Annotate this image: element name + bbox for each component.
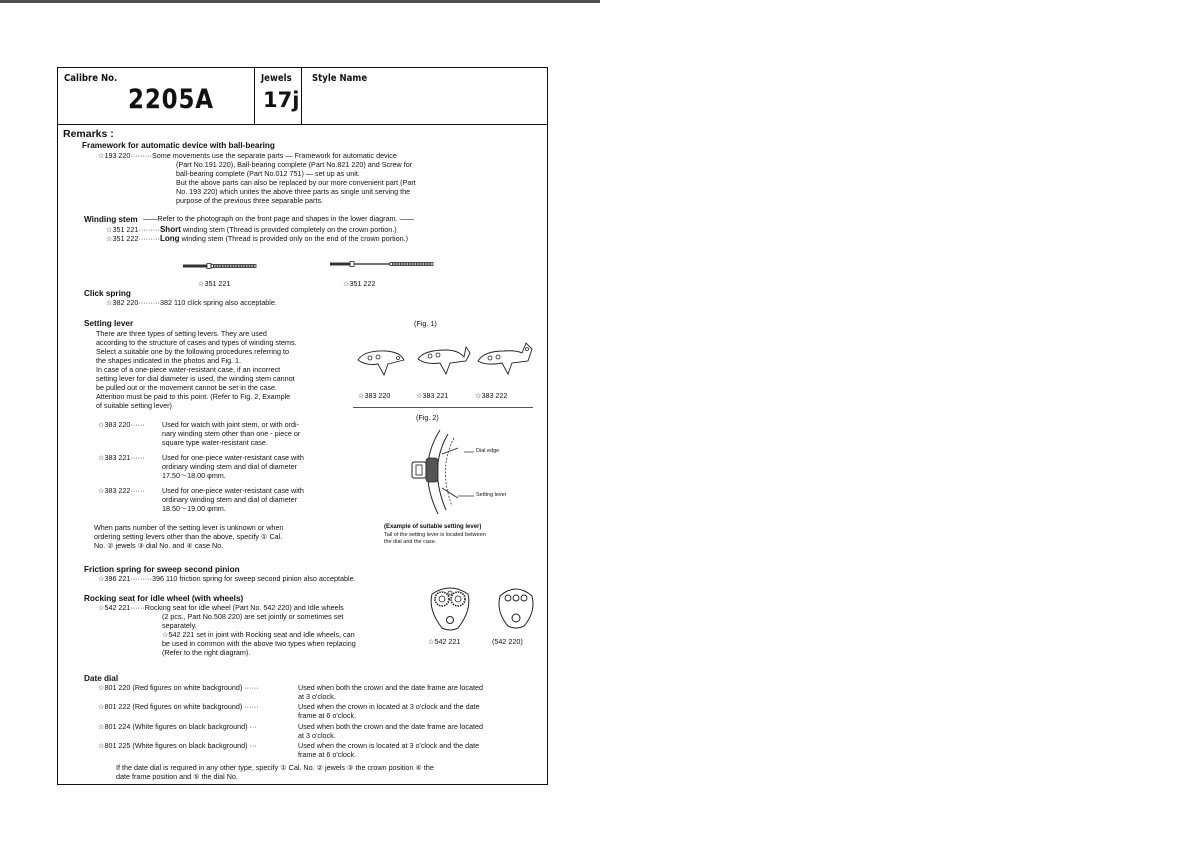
- date-dial-title: Date dial: [84, 674, 119, 683]
- setting-lever-desc: ordinary winding stem and dial of diameter: [162, 462, 298, 471]
- date-dial-desc: Used when both the crown and the date frame are located: [298, 683, 483, 692]
- rocking-seat-line: (Refer to the right diagram).: [162, 648, 251, 657]
- framework-line: ball-bearing complete (Part No.012 751) — set up as unit.: [176, 169, 360, 178]
- setting-lever-intro: There are three types of setting levers. They are used: [96, 329, 267, 338]
- setting-lever-intro: the shapes indicated in the photos and Fig. 1.: [96, 356, 242, 365]
- framework-line: No. 193 220) which unites the above three parts as single unit serving the: [176, 187, 411, 196]
- setting-lever-order-note: When parts number of the setting lever is unknown or when: [94, 523, 284, 532]
- winding-short-line: ☆351 221·········Short winding stem (Thread is provided completely on the crown portion.): [106, 225, 397, 234]
- setting-lever-383220-drawing: [356, 346, 416, 376]
- fig1-label: (Fig. 1): [414, 319, 437, 328]
- setting-lever-intro: In case of a one-piece water-resistant case, if an incorrect: [96, 365, 281, 374]
- date-dial-code: ☆801 224 (White figures on black background) ···: [98, 722, 257, 731]
- rocking-seat-with-wheels-drawing: [426, 584, 474, 632]
- setting-lever-383222-drawing: [476, 341, 538, 376]
- setting-lever-desc: nary winding stem other than one - piece or: [162, 429, 301, 438]
- fig-long-stem-code: ☆351 222: [343, 279, 376, 288]
- figure-divider: [353, 407, 533, 408]
- setting-lever-callout: Setting lever: [476, 492, 507, 498]
- setting-lever-desc: square type water-resistant case.: [162, 438, 268, 447]
- date-dial-footer: date frame position and ⑤ the dial No.: [116, 772, 238, 781]
- rocking-seat-line: separately.: [162, 621, 197, 630]
- fig1-code: ☆383 222: [475, 391, 508, 400]
- setting-lever-desc: 18.50～19.00 φmm.: [162, 504, 226, 513]
- date-dial-desc: frame at 6 o'clock.: [298, 750, 357, 759]
- setting-lever-order-note: No. ② jewels ③ dial No. and ④ case No.: [94, 541, 224, 550]
- setting-lever-title: Setting lever: [84, 319, 134, 328]
- setting-lever-desc: 17.50～18.00 φmm.: [162, 471, 226, 480]
- scan-edge-line: [0, 0, 600, 3]
- jewels-label: Jewels: [261, 73, 292, 84]
- calibre-cell: [58, 68, 255, 124]
- long-stem-drawing: [330, 261, 435, 267]
- setting-lever-intro: Attention must be paid to this point. (Refer to Fig. 2, Example: [96, 392, 291, 401]
- date-dial-desc: Used when the crown in located at 3 o'clock and the date: [298, 702, 480, 711]
- framework-line: ☆193 220·········Some movements use the separate parts — Framework for automatic device: [98, 151, 397, 160]
- click-spring-title: Click spring: [84, 289, 131, 298]
- fig-short-stem-code: ☆351 221: [198, 279, 231, 288]
- rocking-seat-fig-code: (542 220): [492, 637, 523, 646]
- fig1-code: ☆383 220: [358, 391, 391, 400]
- rocking-seat-fig-code: ☆542 221: [428, 637, 461, 646]
- style-cell: [302, 68, 547, 124]
- setting-lever-desc: ordinary winding stem and dial of diameter: [162, 495, 298, 504]
- style-label: Style Name: [312, 73, 368, 84]
- setting-lever-383221-drawing: [416, 343, 476, 376]
- framework-line: (Part No.191 220), Ball-bearing complete (Part No.821 220) and Screw for: [176, 160, 413, 169]
- header-row: [58, 68, 547, 125]
- winding-stem-intro: ——Refer to the photograph on the front page and shapes in the lower diagram. ——: [143, 214, 414, 223]
- date-dial-desc: Used when the crown is located at 3 o'clock and the date: [298, 741, 480, 750]
- fig2-label: (Fig. 2): [416, 413, 439, 422]
- framework-line: purpose of the previous three separable parts.: [176, 196, 324, 205]
- fig2-dial-diagram: [398, 428, 508, 518]
- setting-lever-code: ☆383 222······: [98, 486, 145, 495]
- setting-lever-intro: of suitable setting lever): [96, 401, 172, 410]
- spec-sheet: [57, 67, 548, 785]
- friction-spring-title: Friction spring for sweep second pinion: [84, 565, 240, 574]
- rocking-seat-title: Rocking seat for idle wheel (with wheels): [84, 594, 244, 603]
- framework-title: Framework for automatic device with ball-bearing: [82, 141, 275, 150]
- setting-lever-code: ☆383 220······: [98, 420, 145, 429]
- rocking-seat-line: ☆542 221······Rocking seat for idle wheel (Part No. 542 220) and Idle wheels: [98, 603, 344, 612]
- rocking-seat-line: ☆542 221 set in joint with Rocking seat and Idle wheels, can: [162, 630, 355, 639]
- click-spring-line: ☆382 220·········382 110 click spring also acceptable.: [106, 298, 277, 307]
- rocking-seat-line: be used in common with the above two types when replacing: [162, 639, 356, 648]
- rocking-seat-drawing: [496, 584, 536, 630]
- framework-line: But the above parts can also be replaced by our more convenient part (Part: [176, 178, 416, 187]
- setting-lever-desc: Used for watch with joint stem, or with ordi-: [162, 420, 300, 429]
- rocking-seat-line: (2 pcs., Part No.508 220) are set jointly or sometimes set: [162, 612, 344, 621]
- setting-lever-intro: be pulled out or the movement cannot be set in the case.: [96, 383, 278, 392]
- setting-lever-intro: setting lever for dial diameter is used, the winding stem cannot: [96, 374, 295, 383]
- date-dial-desc: at 3 o'clock.: [298, 731, 336, 740]
- calibre-label: Calibre No.: [64, 73, 118, 84]
- jewels-value: 17j: [263, 88, 300, 112]
- fig1-code: ☆383 221: [416, 391, 449, 400]
- short-stem-drawing: [183, 263, 258, 269]
- setting-lever-intro: according to the structure of cases and types of winding stems.: [96, 338, 297, 347]
- winding-stem-title: Winding stem: [84, 215, 138, 224]
- fig2-note: Tail of the setting lever is located between: [384, 532, 486, 538]
- friction-spring-line: ☆396 221·········396 110 friction spring for sweep second pinion also acceptable.: [98, 574, 356, 583]
- date-dial-desc: at 3 o'clock.: [298, 692, 336, 701]
- fig2-note: the dial and the case.: [384, 539, 437, 545]
- setting-lever-order-note: ordering setting levers other than the above, specify ① Cal.: [94, 532, 283, 541]
- setting-lever-intro: Select a suitable one by the following procedures referring to: [96, 347, 289, 356]
- date-dial-footer: If the date dial is required in any other type, specify ① Cal. No. ② jewels ③ the crown position ④ the: [116, 763, 434, 772]
- winding-long-line: ☆351 222·········Long winding stem (Thread is provided only on the end of the crown portion.): [106, 234, 409, 243]
- remarks-label: Remarks :: [63, 128, 114, 140]
- date-dial-desc: frame at 6 o'clock.: [298, 711, 357, 720]
- setting-lever-code: ☆383 221······: [98, 453, 145, 462]
- dial-edge-label: Dial edge: [476, 448, 500, 454]
- date-dial-code: ☆801 225 (White figures on black background) ···: [98, 741, 257, 750]
- date-dial-code: ☆801 220 (Red figures on white background) ······: [98, 683, 259, 692]
- fig2-caption: (Example of suitable setting lever): [384, 524, 482, 530]
- calibre-number: 2205A: [128, 84, 214, 115]
- date-dial-code: ☆801 222 (Red figures on white background) ······: [98, 702, 259, 711]
- jewels-cell: [255, 68, 302, 124]
- date-dial-desc: Used when both the crown and the date frame are located: [298, 722, 483, 731]
- setting-lever-desc: Used for one-piece water-resistant case with: [162, 453, 304, 462]
- setting-lever-desc: Used for one-piece water-resistant case with: [162, 486, 304, 495]
